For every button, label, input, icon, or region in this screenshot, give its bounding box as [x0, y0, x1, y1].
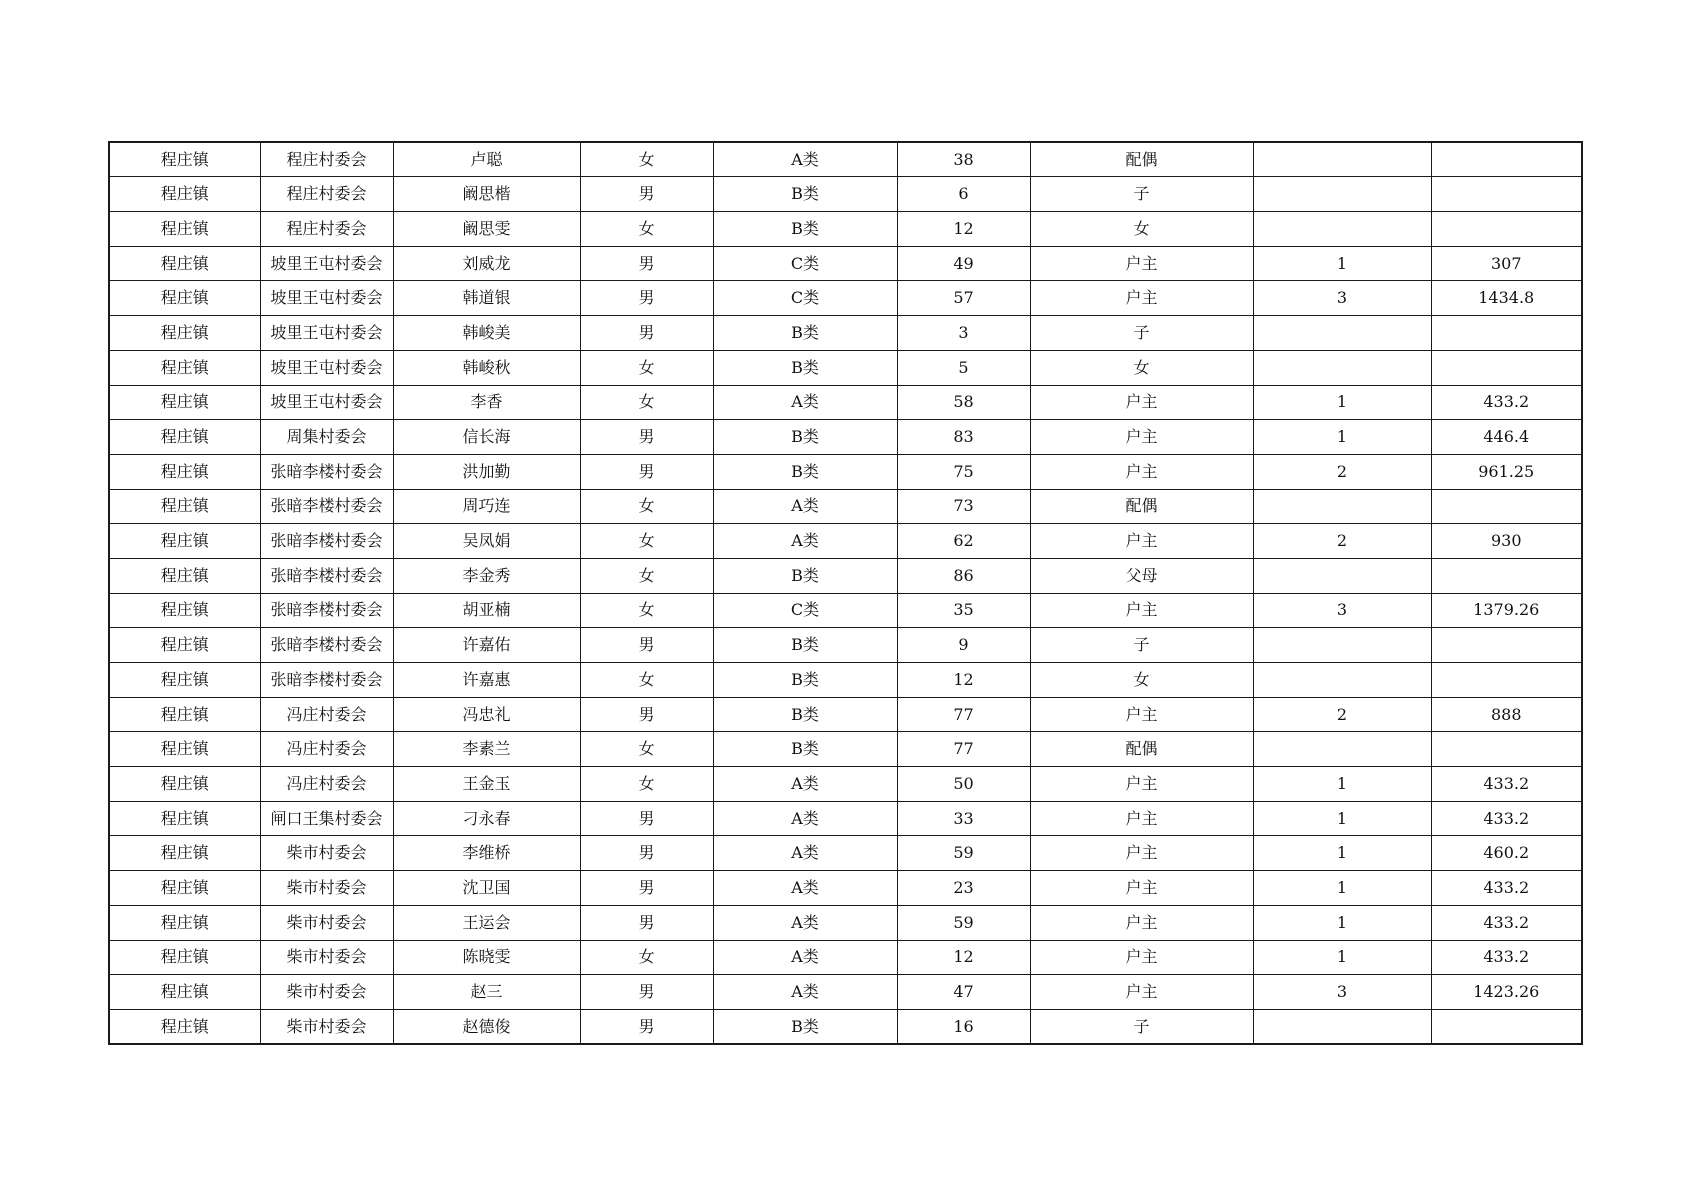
table-row: [109, 385, 1582, 420]
cell-village-committee: 程庄村委会: [260, 142, 393, 177]
cell-relation: 户主: [1030, 767, 1253, 802]
cell-household-count: [1253, 142, 1431, 177]
cell-town: 程庄镇: [109, 697, 260, 732]
cell-village-committee: 冯庄村委会: [260, 732, 393, 767]
cell-village-committee: 柴市村委会: [260, 905, 393, 940]
cell-relation: 女: [1030, 350, 1253, 385]
cell-amount: 446.4: [1431, 420, 1582, 455]
cell-category: B类: [713, 663, 897, 698]
cell-age: 83: [897, 420, 1030, 455]
cell-amount: [1431, 350, 1582, 385]
cell-age: 59: [897, 905, 1030, 940]
cell-household-count: 2: [1253, 454, 1431, 489]
cell-relation: 女: [1030, 663, 1253, 698]
table-row: [109, 142, 1582, 177]
table-row: [109, 1009, 1582, 1044]
cell-amount: 888: [1431, 697, 1582, 732]
cell-name: 韩道银: [393, 281, 580, 316]
cell-town: 程庄镇: [109, 801, 260, 836]
table-row: [109, 454, 1582, 489]
cell-amount: 1423.26: [1431, 975, 1582, 1010]
cell-name: 许嘉惠: [393, 663, 580, 698]
cell-amount: [1431, 316, 1582, 351]
cell-gender: 男: [580, 454, 713, 489]
cell-category: B类: [713, 177, 897, 212]
cell-town: 程庄镇: [109, 663, 260, 698]
cell-name: 李金秀: [393, 558, 580, 593]
cell-village-committee: 冯庄村委会: [260, 767, 393, 802]
cell-amount: [1431, 142, 1582, 177]
cell-name: 韩峻秋: [393, 350, 580, 385]
cell-town: 程庄镇: [109, 454, 260, 489]
cell-age: 38: [897, 142, 1030, 177]
cell-age: 58: [897, 385, 1030, 420]
cell-age: 35: [897, 593, 1030, 628]
cell-relation: 子: [1030, 628, 1253, 663]
cell-gender: 女: [580, 385, 713, 420]
table-row: [109, 281, 1582, 316]
roster-table: [108, 141, 1583, 1045]
table-row: [109, 316, 1582, 351]
cell-name: 信长海: [393, 420, 580, 455]
cell-household-count: 3: [1253, 593, 1431, 628]
cell-amount: 433.2: [1431, 801, 1582, 836]
cell-household-count: [1253, 212, 1431, 247]
cell-household-count: 1: [1253, 905, 1431, 940]
cell-gender: 女: [580, 558, 713, 593]
cell-category: B类: [713, 628, 897, 663]
cell-household-count: [1253, 628, 1431, 663]
cell-village-committee: 张暗李楼村委会: [260, 454, 393, 489]
cell-relation: 子: [1030, 177, 1253, 212]
cell-amount: [1431, 628, 1582, 663]
cell-village-committee: 张暗李楼村委会: [260, 558, 393, 593]
cell-town: 程庄镇: [109, 767, 260, 802]
cell-age: 3: [897, 316, 1030, 351]
cell-household-count: 1: [1253, 420, 1431, 455]
cell-amount: 307: [1431, 246, 1582, 281]
cell-gender: 男: [580, 836, 713, 871]
cell-relation: 户主: [1030, 940, 1253, 975]
document-page: [108, 141, 1581, 1045]
cell-household-count: 2: [1253, 697, 1431, 732]
cell-gender: 女: [580, 489, 713, 524]
cell-household-count: 1: [1253, 940, 1431, 975]
cell-household-count: [1253, 663, 1431, 698]
cell-relation: 户主: [1030, 524, 1253, 559]
cell-village-committee: 柴市村委会: [260, 871, 393, 906]
table-row: [109, 558, 1582, 593]
cell-amount: [1431, 1009, 1582, 1044]
cell-age: 33: [897, 801, 1030, 836]
cell-town: 程庄镇: [109, 1009, 260, 1044]
cell-town: 程庄镇: [109, 558, 260, 593]
cell-household-count: [1253, 558, 1431, 593]
cell-name: 李香: [393, 385, 580, 420]
cell-gender: 女: [580, 212, 713, 247]
cell-household-count: [1253, 1009, 1431, 1044]
cell-age: 75: [897, 454, 1030, 489]
cell-age: 23: [897, 871, 1030, 906]
cell-age: 5: [897, 350, 1030, 385]
cell-town: 程庄镇: [109, 628, 260, 663]
table-row: [109, 177, 1582, 212]
cell-name: 赵德俊: [393, 1009, 580, 1044]
cell-town: 程庄镇: [109, 281, 260, 316]
cell-household-count: 1: [1253, 385, 1431, 420]
cell-relation: 子: [1030, 316, 1253, 351]
cell-village-committee: 张暗李楼村委会: [260, 524, 393, 559]
table-row: [109, 767, 1582, 802]
cell-name: 刘威龙: [393, 246, 580, 281]
cell-town: 程庄镇: [109, 420, 260, 455]
cell-town: 程庄镇: [109, 905, 260, 940]
cell-relation: 户主: [1030, 697, 1253, 732]
cell-name: 洪加勤: [393, 454, 580, 489]
cell-town: 程庄镇: [109, 177, 260, 212]
cell-relation: 配偶: [1030, 489, 1253, 524]
table-row: [109, 628, 1582, 663]
cell-household-count: [1253, 350, 1431, 385]
table-row: [109, 697, 1582, 732]
cell-name: 许嘉佑: [393, 628, 580, 663]
cell-category: A类: [713, 940, 897, 975]
cell-age: 47: [897, 975, 1030, 1010]
cell-gender: 男: [580, 177, 713, 212]
table-row: [109, 593, 1582, 628]
cell-amount: 460.2: [1431, 836, 1582, 871]
cell-gender: 女: [580, 663, 713, 698]
cell-household-count: [1253, 316, 1431, 351]
cell-town: 程庄镇: [109, 246, 260, 281]
cell-gender: 男: [580, 246, 713, 281]
cell-age: 57: [897, 281, 1030, 316]
cell-gender: 女: [580, 767, 713, 802]
cell-village-committee: 坡里王屯村委会: [260, 281, 393, 316]
cell-category: C类: [713, 593, 897, 628]
cell-gender: 女: [580, 142, 713, 177]
cell-town: 程庄镇: [109, 316, 260, 351]
cell-household-count: [1253, 732, 1431, 767]
cell-town: 程庄镇: [109, 836, 260, 871]
cell-village-committee: 坡里王屯村委会: [260, 246, 393, 281]
cell-name: 陈晓雯: [393, 940, 580, 975]
cell-age: 50: [897, 767, 1030, 802]
cell-category: A类: [713, 142, 897, 177]
cell-village-committee: 张暗李楼村委会: [260, 628, 393, 663]
cell-age: 9: [897, 628, 1030, 663]
cell-name: 阚思雯: [393, 212, 580, 247]
cell-gender: 男: [580, 871, 713, 906]
cell-name: 周巧连: [393, 489, 580, 524]
cell-amount: 433.2: [1431, 385, 1582, 420]
cell-village-committee: 柴市村委会: [260, 836, 393, 871]
cell-amount: 961.25: [1431, 454, 1582, 489]
cell-town: 程庄镇: [109, 212, 260, 247]
cell-village-committee: 周集村委会: [260, 420, 393, 455]
cell-household-count: 3: [1253, 281, 1431, 316]
cell-amount: [1431, 663, 1582, 698]
table-row: [109, 871, 1582, 906]
cell-age: 49: [897, 246, 1030, 281]
cell-relation: 配偶: [1030, 732, 1253, 767]
cell-village-committee: 坡里王屯村委会: [260, 385, 393, 420]
cell-relation: 配偶: [1030, 142, 1253, 177]
cell-gender: 男: [580, 801, 713, 836]
cell-relation: 子: [1030, 1009, 1253, 1044]
cell-village-committee: 张暗李楼村委会: [260, 663, 393, 698]
cell-category: B类: [713, 558, 897, 593]
table-row: [109, 212, 1582, 247]
cell-name: 卢聪: [393, 142, 580, 177]
cell-amount: [1431, 558, 1582, 593]
cell-village-committee: 柴市村委会: [260, 940, 393, 975]
cell-category: B类: [713, 350, 897, 385]
cell-village-committee: 闸口王集村委会: [260, 801, 393, 836]
cell-name: 胡亚楠: [393, 593, 580, 628]
table-row: [109, 801, 1582, 836]
table-row: [109, 524, 1582, 559]
cell-category: A类: [713, 767, 897, 802]
table-row: [109, 905, 1582, 940]
table-row: [109, 246, 1582, 281]
cell-relation: 户主: [1030, 905, 1253, 940]
cell-name: 韩峻美: [393, 316, 580, 351]
cell-age: 6: [897, 177, 1030, 212]
cell-household-count: [1253, 177, 1431, 212]
cell-name: 冯忠礼: [393, 697, 580, 732]
cell-relation: 女: [1030, 212, 1253, 247]
cell-category: B类: [713, 1009, 897, 1044]
cell-amount: 433.2: [1431, 871, 1582, 906]
cell-name: 李维桥: [393, 836, 580, 871]
cell-gender: 女: [580, 524, 713, 559]
cell-household-count: 1: [1253, 246, 1431, 281]
cell-village-committee: 冯庄村委会: [260, 697, 393, 732]
cell-amount: [1431, 212, 1582, 247]
cell-amount: [1431, 177, 1582, 212]
cell-amount: 1379.26: [1431, 593, 1582, 628]
table-row: [109, 663, 1582, 698]
cell-town: 程庄镇: [109, 524, 260, 559]
cell-age: 77: [897, 697, 1030, 732]
cell-gender: 男: [580, 281, 713, 316]
cell-town: 程庄镇: [109, 593, 260, 628]
cell-town: 程庄镇: [109, 732, 260, 767]
cell-gender: 男: [580, 975, 713, 1010]
table-row: [109, 350, 1582, 385]
cell-age: 12: [897, 940, 1030, 975]
cell-relation: 户主: [1030, 975, 1253, 1010]
cell-relation: 户主: [1030, 871, 1253, 906]
cell-gender: 女: [580, 350, 713, 385]
cell-relation: 父母: [1030, 558, 1253, 593]
cell-village-committee: 坡里王屯村委会: [260, 316, 393, 351]
cell-category: B类: [713, 697, 897, 732]
cell-village-committee: 柴市村委会: [260, 975, 393, 1010]
cell-amount: [1431, 732, 1582, 767]
cell-age: 12: [897, 663, 1030, 698]
cell-category: A类: [713, 489, 897, 524]
cell-age: 73: [897, 489, 1030, 524]
cell-household-count: 3: [1253, 975, 1431, 1010]
cell-amount: [1431, 489, 1582, 524]
cell-household-count: 1: [1253, 767, 1431, 802]
cell-household-count: 1: [1253, 801, 1431, 836]
cell-name: 阚思楷: [393, 177, 580, 212]
table-row: [109, 940, 1582, 975]
cell-name: 吴凤娟: [393, 524, 580, 559]
cell-relation: 户主: [1030, 385, 1253, 420]
cell-amount: 433.2: [1431, 940, 1582, 975]
cell-amount: 433.2: [1431, 767, 1582, 802]
cell-village-committee: 张暗李楼村委会: [260, 489, 393, 524]
cell-gender: 男: [580, 316, 713, 351]
table-row: [109, 420, 1582, 455]
cell-gender: 女: [580, 940, 713, 975]
cell-town: 程庄镇: [109, 385, 260, 420]
cell-age: 12: [897, 212, 1030, 247]
cell-name: 刁永春: [393, 801, 580, 836]
cell-gender: 男: [580, 1009, 713, 1044]
cell-category: B类: [713, 454, 897, 489]
cell-relation: 户主: [1030, 281, 1253, 316]
cell-gender: 女: [580, 593, 713, 628]
cell-category: A类: [713, 524, 897, 559]
cell-household-count: [1253, 489, 1431, 524]
cell-category: A类: [713, 975, 897, 1010]
cell-age: 62: [897, 524, 1030, 559]
cell-name: 沈卫国: [393, 871, 580, 906]
cell-amount: 1434.8: [1431, 281, 1582, 316]
cell-name: 李素兰: [393, 732, 580, 767]
cell-name: 赵三: [393, 975, 580, 1010]
cell-relation: 户主: [1030, 836, 1253, 871]
roster-body: [109, 142, 1582, 1044]
cell-relation: 户主: [1030, 801, 1253, 836]
cell-category: A类: [713, 801, 897, 836]
cell-relation: 户主: [1030, 593, 1253, 628]
table-row: [109, 836, 1582, 871]
cell-village-committee: 程庄村委会: [260, 212, 393, 247]
cell-age: 86: [897, 558, 1030, 593]
cell-category: B类: [713, 316, 897, 351]
cell-gender: 男: [580, 905, 713, 940]
cell-household-count: 1: [1253, 871, 1431, 906]
cell-category: B类: [713, 420, 897, 455]
cell-village-committee: 张暗李楼村委会: [260, 593, 393, 628]
cell-name: 王运会: [393, 905, 580, 940]
cell-town: 程庄镇: [109, 871, 260, 906]
cell-category: B类: [713, 732, 897, 767]
cell-town: 程庄镇: [109, 489, 260, 524]
cell-village-committee: 柴市村委会: [260, 1009, 393, 1044]
cell-town: 程庄镇: [109, 350, 260, 385]
cell-category: A类: [713, 836, 897, 871]
cell-category: C类: [713, 281, 897, 316]
cell-town: 程庄镇: [109, 142, 260, 177]
cell-category: C类: [713, 246, 897, 281]
table-row: [109, 975, 1582, 1010]
cell-village-committee: 程庄村委会: [260, 177, 393, 212]
cell-gender: 男: [580, 420, 713, 455]
cell-category: B类: [713, 212, 897, 247]
cell-town: 程庄镇: [109, 940, 260, 975]
cell-relation: 户主: [1030, 246, 1253, 281]
cell-age: 16: [897, 1009, 1030, 1044]
cell-age: 77: [897, 732, 1030, 767]
table-row: [109, 489, 1582, 524]
cell-name: 王金玉: [393, 767, 580, 802]
table-row: [109, 732, 1582, 767]
cell-amount: 433.2: [1431, 905, 1582, 940]
cell-category: A类: [713, 871, 897, 906]
cell-household-count: 1: [1253, 836, 1431, 871]
cell-town: 程庄镇: [109, 975, 260, 1010]
cell-gender: 男: [580, 628, 713, 663]
cell-gender: 女: [580, 732, 713, 767]
cell-relation: 户主: [1030, 420, 1253, 455]
cell-category: A类: [713, 385, 897, 420]
cell-village-committee: 坡里王屯村委会: [260, 350, 393, 385]
cell-household-count: 2: [1253, 524, 1431, 559]
cell-category: A类: [713, 905, 897, 940]
cell-age: 59: [897, 836, 1030, 871]
cell-amount: 930: [1431, 524, 1582, 559]
cell-relation: 户主: [1030, 454, 1253, 489]
cell-gender: 男: [580, 697, 713, 732]
